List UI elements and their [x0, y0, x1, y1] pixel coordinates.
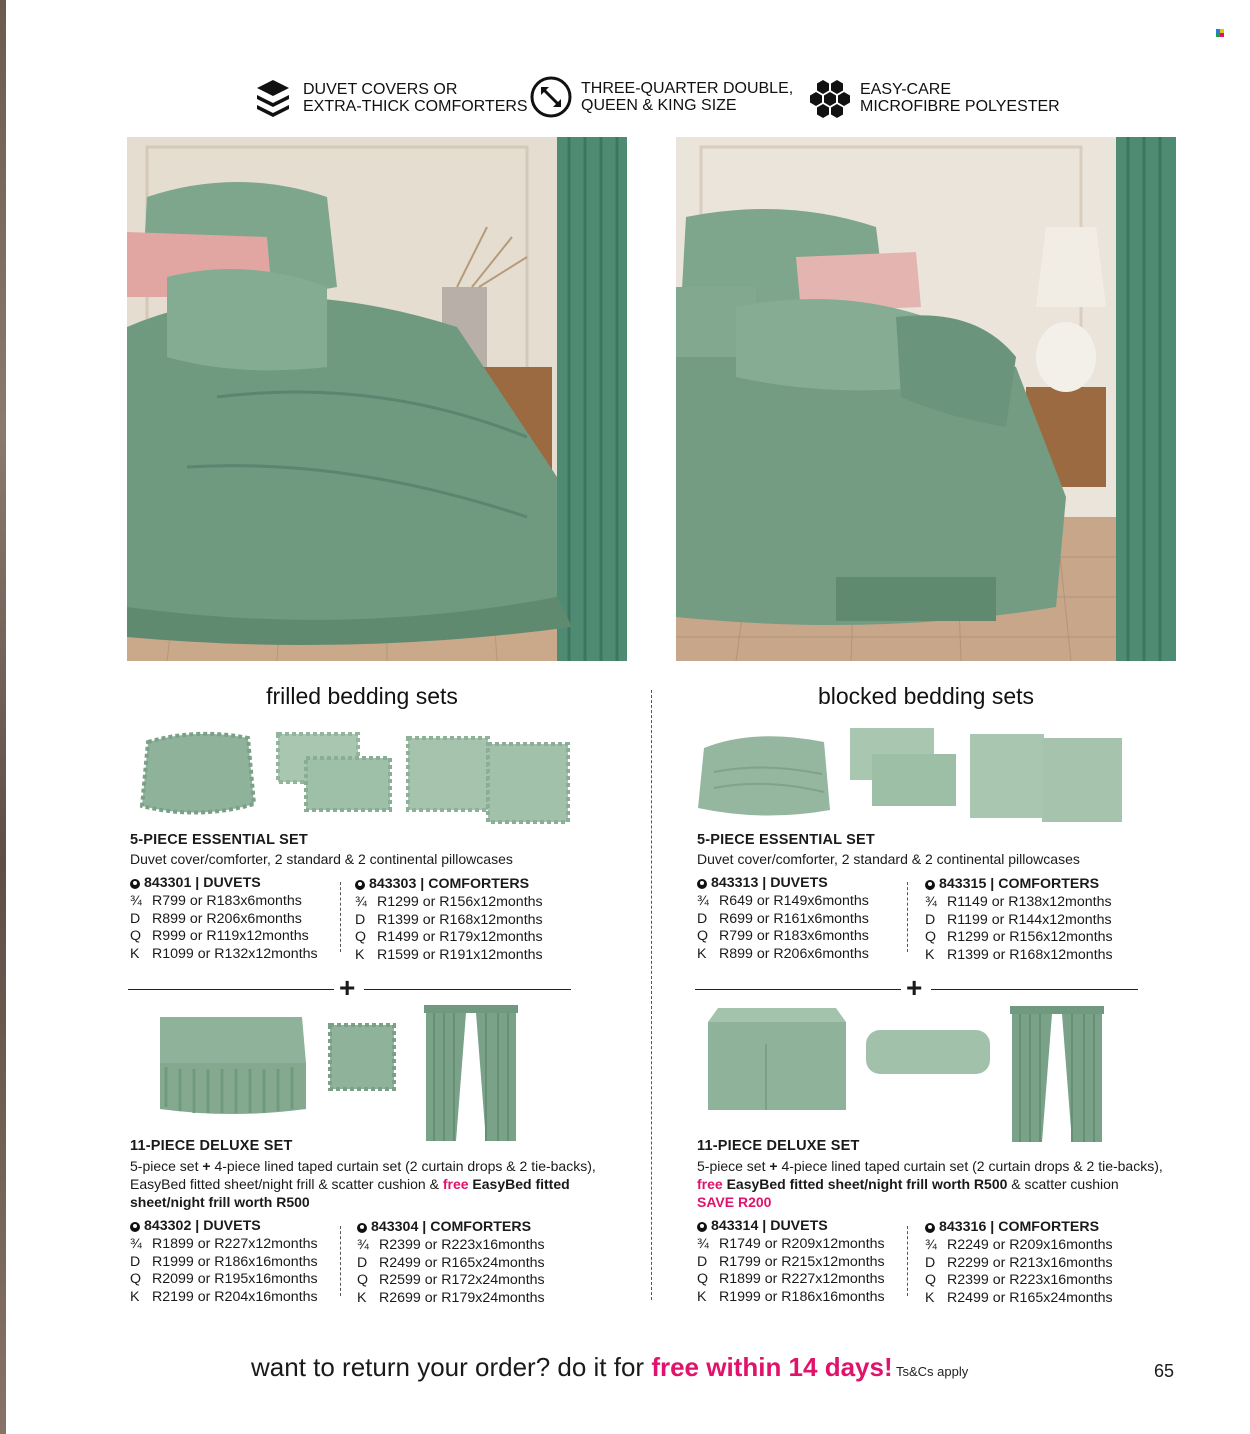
- plus-icon: +: [906, 972, 923, 1003]
- plus-icon: +: [339, 972, 356, 1003]
- frilled-deluxe-title: 11-PIECE DELUXE SET: [130, 1138, 293, 1154]
- diagonal-resize-arrow-icon: [529, 75, 573, 119]
- hexagon-cluster-icon: [808, 76, 852, 120]
- price-row: Q R1299 or R156x12months: [925, 929, 1113, 946]
- column-divider: [651, 690, 652, 1300]
- price-row: K R1399 or R168x12months: [925, 947, 1113, 964]
- blocked-bedroom-photo: [676, 137, 1176, 661]
- frilled-essential-title: 5-PIECE ESSENTIAL SET: [130, 832, 308, 848]
- frilled-essential-duvets-prices: [130, 875, 318, 964]
- feature-microfibre: [808, 76, 1060, 120]
- frilled-bedroom-photo: [127, 137, 627, 661]
- feature-line: EASY-CARE: [860, 81, 951, 98]
- price-row: K R1099 or R132x12months: [130, 946, 318, 963]
- price-row: D R899 or R206x6months: [130, 910, 302, 927]
- plus-separator-line: [128, 989, 334, 990]
- blocked-deluxe-thumbnail: [704, 1004, 1136, 1144]
- price-row: ¾ R2399 or R223x16months: [357, 1236, 545, 1253]
- blocked-deluxe-title: 11-PIECE DELUXE SET: [697, 1138, 860, 1154]
- price-row: K R2199 or R204x16months: [130, 1289, 318, 1306]
- frilled-essential-thumbnail: [136, 724, 576, 832]
- price-row: D R699 or R161x6months: [697, 910, 869, 927]
- returns-message: [251, 1352, 968, 1383]
- price-row: D R1799 or R215x12months: [697, 1253, 885, 1270]
- terms-note: Ts&Cs apply: [892, 1364, 969, 1379]
- price-row: K R1599 or R191x12months: [355, 947, 543, 964]
- price-row: K R899 or R206x6months: [697, 946, 869, 963]
- product-code: 843303 | COMFORTERS: [369, 876, 530, 892]
- catalogue-code-icon: [697, 879, 707, 889]
- catalogue-code-icon: [130, 879, 140, 889]
- page-edge-strip: [0, 0, 6, 1434]
- product-code: 843316 | COMFORTERS: [939, 1219, 1100, 1235]
- product-code: 843314 | DUVETS: [711, 1218, 828, 1234]
- feature-line: MICROFIBRE POLYESTER: [860, 98, 1060, 115]
- product-code: 843301 | DUVETS: [144, 875, 261, 891]
- feature-line: QUEEN & KING SIZE: [581, 97, 737, 114]
- price-row: Q R1899 or R227x12months: [697, 1271, 885, 1288]
- product-code: 843313 | DUVETS: [711, 875, 828, 891]
- price-row: ¾ R1749 or R209x12months: [697, 1235, 885, 1252]
- frilled-essential-description: Duvet cover/comforter, 2 standard & 2 continental pillowcases: [130, 851, 513, 867]
- product-code: 843304 | COMFORTERS: [371, 1219, 532, 1235]
- frilled-deluxe-duvets-prices: [130, 1218, 318, 1307]
- blocked-essential-thumbnail: [694, 722, 1128, 832]
- plus-separator-line: [364, 989, 571, 990]
- price-column-divider: [340, 1226, 341, 1296]
- feature-duvet-covers: [251, 76, 528, 120]
- blocked-deluxe-description: 5-piece set + 4-piece lined taped curtain set (2 curtain drops & 2 tie-backs), free EasyBed fitted sheet/night frill worth R500 & scatter cushion: [697, 1158, 1163, 1192]
- blocked-deluxe-comforters-prices: [925, 1219, 1113, 1308]
- price-row: ¾ R649 or R149x6months: [697, 892, 869, 909]
- catalogue-code-icon: [925, 880, 935, 890]
- price-row: D R1199 or R144x12months: [925, 911, 1112, 928]
- price-row: Q R2599 or R172x24months: [357, 1272, 545, 1289]
- price-row: ¾ R1149 or R138x12months: [925, 893, 1112, 910]
- product-code: 843302 | DUVETS: [144, 1218, 261, 1234]
- price-row: D R2299 or R213x16months: [925, 1254, 1113, 1271]
- catalogue-code-icon: [355, 880, 365, 890]
- frilled-essential-comforters-prices: [355, 876, 543, 965]
- price-row: Q R999 or R119x12months: [130, 928, 309, 945]
- frilled-section-title: frilled bedding sets: [266, 683, 458, 709]
- blocked-deluxe-duvets-prices: [697, 1218, 885, 1307]
- price-row: ¾ R1899 or R227x12months: [130, 1235, 318, 1252]
- returns-message-text: want to return your order? do it for: [251, 1352, 652, 1382]
- feature-line: EXTRA-THICK COMFORTERS: [303, 98, 528, 115]
- frilled-deluxe-comforters-prices: [357, 1219, 545, 1308]
- layers-stack-icon: [251, 76, 295, 120]
- catalogue-code-icon: [925, 1223, 935, 1233]
- price-row: ¾ R799 or R183x6months: [130, 892, 302, 909]
- price-column-divider: [340, 882, 341, 952]
- brand-pixel-logo: [1216, 29, 1226, 37]
- blocked-essential-duvets-prices: [697, 875, 869, 964]
- price-row: K R1999 or R186x16months: [697, 1289, 885, 1306]
- price-row: Q R2099 or R195x16months: [130, 1271, 318, 1288]
- price-row: D R1999 or R186x16months: [130, 1253, 318, 1270]
- feature-sizes: [529, 75, 793, 119]
- blocked-deluxe-save-badge: SAVE R200: [697, 1194, 772, 1210]
- price-row: ¾ R2249 or R209x16months: [925, 1236, 1113, 1253]
- plus-separator-line: [695, 989, 901, 990]
- frilled-deluxe-thumbnail: [156, 1003, 522, 1143]
- price-row: K R2699 or R179x24months: [357, 1290, 545, 1307]
- price-column-divider: [907, 882, 908, 952]
- blocked-section-title: blocked bedding sets: [817, 683, 1035, 709]
- catalogue-code-icon: [697, 1222, 707, 1232]
- price-row: Q R1499 or R179x12months: [355, 929, 543, 946]
- price-row: D R2499 or R165x24months: [357, 1254, 545, 1271]
- blocked-essential-comforters-prices: [925, 876, 1113, 965]
- price-row: Q R2399 or R223x16months: [925, 1272, 1113, 1289]
- blocked-essential-description: Duvet cover/comforter, 2 standard & 2 continental pillowcases: [697, 851, 1080, 867]
- price-row: D R1399 or R168x12months: [355, 911, 543, 928]
- price-row: K R2499 or R165x24months: [925, 1290, 1113, 1307]
- frilled-deluxe-description: 5-piece set + 4-piece lined taped curtain set (2 curtain drops & 2 tie-backs), EasyBed fitted sheet/night frill & scatter cushion & free EasyBed fitted sheet/night frill worth R500: [130, 1158, 596, 1210]
- product-code: 843315 | COMFORTERS: [939, 876, 1100, 892]
- feature-line: DUVET COVERS OR: [303, 81, 458, 98]
- page-number: 65: [1154, 1361, 1175, 1381]
- catalogue-code-icon: [130, 1222, 140, 1232]
- plus-separator-line: [931, 989, 1138, 990]
- returns-message-highlight: free within 14 days!: [651, 1352, 893, 1382]
- blocked-essential-title: 5-PIECE ESSENTIAL SET: [697, 832, 875, 848]
- price-column-divider: [907, 1226, 908, 1296]
- feature-line: THREE-QUARTER DOUBLE,: [581, 80, 794, 97]
- price-row: Q R799 or R183x6months: [697, 928, 869, 945]
- catalogue-code-icon: [357, 1223, 367, 1233]
- price-row: ¾ R1299 or R156x12months: [355, 893, 543, 910]
